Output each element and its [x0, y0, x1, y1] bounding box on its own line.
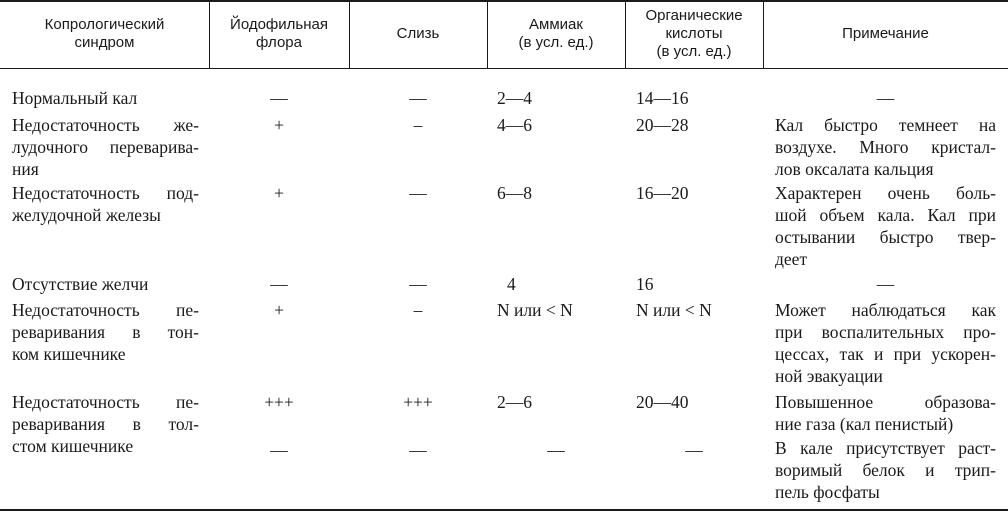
header-syndrome: Копрологический синдром: [44, 16, 165, 51]
row-bile-acids: 16: [636, 274, 654, 294]
header-iodophilic-flora: Йодофильная флора: [230, 16, 328, 51]
row-gastric-acids: 20—28: [636, 115, 689, 135]
row-gastric-note: Кал быстро темнеет на воздухе. Много кристал- лов оксалата кальция: [775, 115, 996, 179]
row-protein-iodo: —: [270, 440, 288, 460]
header-organic-acids: Органические кислоты (в усл. ед.): [645, 7, 743, 60]
row-bile-iodo: —: [270, 274, 288, 294]
row-small-intestine-mucus: –: [413, 300, 423, 320]
row-gastric-ammonia: 4—6: [497, 115, 532, 135]
row-protein-acids: —: [685, 440, 703, 460]
row-normal-iodo: —: [270, 88, 288, 108]
row-pancreatic-acids: 16—20: [636, 183, 689, 203]
row-gastric-syndrome: Недостаточность же- лудочного переварива- ния: [12, 115, 199, 179]
row-normal-syndrome: Нормальный кал: [12, 88, 138, 108]
row-bile-ammonia: 4: [507, 274, 516, 294]
row-pancreatic-ammonia: 6—8: [497, 183, 532, 203]
header-bottom-rule: [0, 68, 1008, 69]
row-large-intestine-syndrome: Недостаточность пе- реваривания в тол- стом кишечнике: [12, 392, 199, 456]
row-pancreatic-syndrome: Недостаточность под- желудочной железы: [12, 183, 199, 225]
row-large-intestine-note: Повышенное образова- ние газа (кал пенистый): [775, 392, 996, 434]
row-protein-mucus: —: [409, 440, 427, 460]
row-pancreatic-mucus: —: [409, 183, 427, 203]
row-large-intestine-iodo: +++: [264, 392, 294, 412]
row-bile-mucus: —: [409, 274, 427, 294]
row-small-intestine-note: Может наблюдаться как при воспалительных про- цессах, так и при ускорен- ной эвакуации: [775, 300, 996, 386]
row-pancreatic-note: Характерен очень боль- шой объем кала. Кал при остывании быстро твер- деет: [775, 183, 996, 269]
row-protein-ammonia: —: [547, 440, 565, 460]
row-small-intestine-acids: N или < N: [636, 300, 712, 320]
row-normal-acids: 14—16: [636, 88, 689, 108]
row-normal-mucus: —: [409, 88, 427, 108]
row-large-intestine-mucus: +++: [403, 392, 433, 412]
row-pancreatic-iodo: +: [274, 183, 284, 203]
row-small-intestine-syndrome: Недостаточность пе- реваривания в тон- ком кишечнике: [12, 300, 199, 364]
row-large-intestine-ammonia: 2—6: [497, 392, 532, 412]
header-ammonia: Аммиак (в усл. ед.): [518, 16, 594, 51]
row-small-intestine-iodo: +: [274, 300, 284, 320]
row-large-intestine-acids: 20—40: [636, 392, 689, 412]
row-protein-note: В кале присутствует раст- воримый белок и трип- пель фосфаты: [775, 438, 996, 502]
table-bottom-rule: [0, 509, 1008, 511]
header-mucus: Слизь: [396, 25, 440, 42]
row-gastric-iodo: +: [274, 115, 284, 135]
row-bile-syndrome: Отсутствие желчи: [12, 274, 149, 294]
row-small-intestine-ammonia: N или < N: [497, 300, 573, 320]
row-bile-note: —: [876, 274, 895, 294]
row-normal-note: —: [876, 88, 895, 108]
header-note: Примечание: [842, 25, 929, 42]
row-gastric-mucus: –: [413, 115, 423, 135]
row-normal-ammonia: 2—4: [497, 88, 532, 108]
